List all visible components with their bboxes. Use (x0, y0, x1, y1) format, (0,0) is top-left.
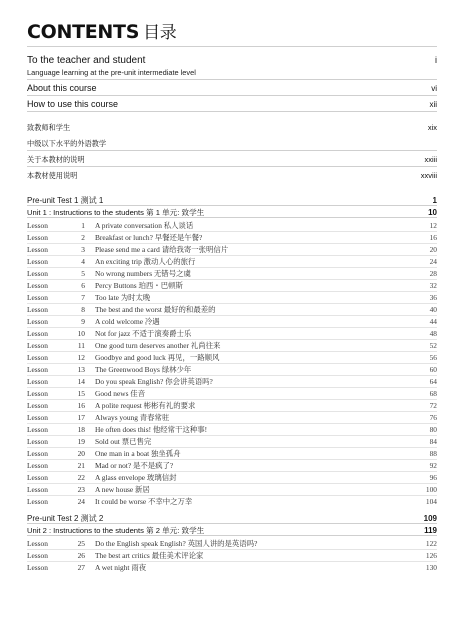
lesson-row[interactable] (27, 538, 437, 549)
lesson-row[interactable] (27, 484, 437, 495)
lesson-row[interactable] (27, 460, 437, 471)
toc-entry-cn-about-course[interactable] (27, 155, 437, 165)
lesson-page: 12 (429, 221, 437, 230)
lesson-page: 126 (425, 551, 437, 560)
lesson-row[interactable] (27, 400, 437, 411)
lesson-title: Breakfast or lunch? 早餐还是午餐? (95, 233, 203, 242)
lesson-page: 88 (429, 449, 437, 458)
lesson-page: 68 (429, 389, 437, 398)
lesson-title: He often does this! 他经常干这种事! (95, 425, 208, 434)
lesson-label: Lesson (27, 305, 48, 314)
lesson-number: 11 (77, 341, 85, 350)
lesson-row[interactable] (27, 496, 437, 507)
lesson-title: It could be worse 不幸中之万幸 (95, 497, 193, 506)
lesson-number: 14 (77, 377, 85, 386)
toc-entry-label: Unit 1 : Instructions to the students 第 1 单元: 致学生 (27, 208, 205, 217)
lesson-label: Lesson (27, 389, 48, 398)
toc-entry-label: 中级以下水平的外语教学 (27, 139, 107, 148)
lesson-number: 4 (81, 257, 85, 266)
lesson-title: One good turn deserves another 礼尚往来 (95, 341, 221, 350)
lesson-row[interactable] (27, 304, 437, 315)
toc-entry-about-course[interactable] (27, 83, 437, 93)
lesson-row[interactable] (27, 472, 437, 483)
lesson-title: Always young 青春常驻 (95, 413, 170, 422)
lesson-title: A cold welcome 冷遇 (95, 317, 160, 326)
toc-entry-label: To the teacher and student (27, 55, 146, 66)
lesson-page: 80 (429, 425, 437, 434)
lesson-title: Mad or not? 是不是疯了? (95, 461, 174, 470)
toc-entry-label: Pre-unit Test 2 测试 2 (27, 514, 104, 523)
toc-entry-page: xix (427, 123, 437, 132)
lesson-label: Lesson (27, 329, 48, 338)
lesson-label: Lesson (27, 437, 48, 446)
toc-entry-cn-teacher-student[interactable] (27, 123, 437, 133)
lesson-page: 64 (429, 377, 437, 386)
lesson-number: 16 (77, 401, 85, 410)
lesson-label: Lesson (27, 221, 48, 230)
lesson-number: 20 (77, 449, 85, 458)
lesson-title: A polite request 彬彬有礼的要求 (95, 401, 196, 410)
toc-entry-page: vi (431, 84, 437, 93)
lesson-label: Lesson (27, 401, 48, 410)
divider (27, 166, 437, 167)
lesson-label: Lesson (27, 539, 48, 548)
lesson-page: 96 (429, 473, 437, 482)
toc-entry-page: 119 (424, 526, 437, 535)
lesson-label: Lesson (27, 413, 48, 422)
lesson-row[interactable] (27, 232, 437, 243)
lesson-title: A glass envelope 玻璃信封 (95, 473, 177, 482)
lesson-number: 2 (81, 233, 85, 242)
lesson-label: Lesson (27, 245, 48, 254)
lesson-label: Lesson (27, 281, 48, 290)
divider (27, 523, 437, 524)
lesson-label: Lesson (27, 317, 48, 326)
divider (27, 205, 437, 206)
toc-entry-label: How to use this course (27, 99, 119, 109)
lesson-label: Lesson (27, 257, 48, 266)
toc-entry-page: 109 (423, 514, 437, 523)
lesson-label: Lesson (27, 233, 48, 242)
lesson-page: 100 (425, 485, 437, 494)
toc-entry-label: About this course (27, 83, 97, 93)
lesson-row[interactable] (27, 340, 437, 351)
lesson-number: 26 (77, 551, 85, 560)
lesson-number: 10 (77, 329, 85, 338)
toc-entry-page: 1 (432, 196, 437, 205)
lesson-row[interactable] (27, 280, 437, 291)
toc-entry-label: 关于本教材的说明 (27, 155, 85, 164)
lesson-page: 76 (429, 413, 437, 422)
divider (27, 535, 437, 536)
lesson-number: 23 (77, 485, 85, 494)
lesson-row[interactable] (27, 328, 437, 339)
lesson-title: A new house 新居 (95, 485, 150, 494)
lesson-label: Lesson (27, 551, 48, 560)
lesson-label: Lesson (27, 563, 48, 572)
lesson-number: 3 (81, 245, 85, 254)
lesson-title: Not for jazz 不适于演奏爵士乐 (95, 329, 192, 338)
lesson-title: The best art critics 最佳美术评论家 (95, 551, 204, 560)
lesson-label: Lesson (27, 485, 48, 494)
toc-entry-page: xxiii (424, 155, 437, 164)
lesson-title: The Greenwood Boys 绿林少年 (95, 365, 192, 374)
lesson-title: Good news 佳音 (95, 389, 146, 398)
divider (27, 217, 437, 218)
lesson-title: A wet night 雨夜 (95, 563, 147, 572)
toc-entry-how-to-use[interactable] (27, 99, 437, 109)
lesson-row[interactable] (27, 292, 437, 303)
lesson-page: 60 (429, 365, 437, 374)
lesson-page: 40 (429, 305, 437, 314)
lesson-label: Lesson (27, 365, 48, 374)
toc-entry-cn-language-learning[interactable] (27, 139, 437, 149)
lesson-title: Do you speak English? 你会讲英语吗? (95, 377, 213, 386)
lesson-title: No wrong numbers 无错号之虞 (95, 269, 191, 278)
lesson-page: 32 (429, 281, 437, 290)
lesson-number: 12 (77, 353, 85, 362)
lesson-title: Percy Buttons 珀西・巴顿斯 (95, 281, 183, 290)
lesson-number: 7 (81, 293, 85, 302)
toc-entry-label: Pre-unit Test 1 测试 1 (27, 196, 104, 205)
lesson-number: 25 (77, 539, 85, 548)
lesson-title: Please send me a card 请给我寄一张明信片 (95, 245, 229, 254)
lesson-number: 22 (77, 473, 85, 482)
lesson-label: Lesson (27, 449, 48, 458)
lesson-label: Lesson (27, 353, 48, 362)
divider (27, 111, 437, 112)
lesson-row[interactable] (27, 220, 437, 231)
lesson-number: 21 (77, 461, 85, 470)
lesson-label: Lesson (27, 497, 48, 506)
lesson-row[interactable] (27, 562, 437, 573)
lesson-title: Do the English speak English? 英国人讲的是英语吗? (95, 539, 258, 548)
lesson-row[interactable] (27, 436, 437, 447)
lesson-page: 72 (429, 401, 437, 410)
toc-entry-language-learning[interactable] (27, 68, 437, 77)
toc-entry-page: 10 (428, 208, 437, 217)
divider (27, 150, 437, 151)
lesson-row[interactable] (27, 268, 437, 279)
lesson-page: 28 (429, 269, 437, 278)
lesson-title: Goodbye and good luck 再见，一路顺风 (95, 353, 220, 362)
toc-entry-cn-how-to-use[interactable] (27, 171, 437, 181)
lesson-number: 17 (77, 413, 85, 422)
toc-entry-page: xii (429, 100, 437, 109)
lesson-page: 16 (429, 233, 437, 242)
lesson-title: Sold out 票已售完 (95, 437, 152, 446)
lesson-label: Lesson (27, 473, 48, 482)
lesson-page: 84 (429, 437, 437, 446)
lesson-number: 8 (81, 305, 85, 314)
lesson-row[interactable] (27, 364, 437, 375)
lesson-row[interactable] (27, 376, 437, 387)
title-divider (27, 46, 437, 47)
lesson-title: Too late 为时太晚 (95, 293, 151, 302)
lesson-number: 27 (77, 563, 85, 572)
lesson-number: 9 (81, 317, 85, 326)
lesson-row[interactable] (27, 256, 437, 267)
lesson-page: 24 (429, 257, 437, 266)
lesson-page: 20 (429, 245, 437, 254)
toc-entry-page: xxviii (420, 171, 437, 180)
lesson-page: 52 (429, 341, 437, 350)
lesson-row[interactable] (27, 448, 437, 459)
lesson-title: An exciting trip 激动人心的旅行 (95, 257, 196, 266)
divider (27, 79, 437, 80)
divider (27, 95, 437, 96)
lesson-title: A private conversation 私人谈话 (95, 221, 194, 230)
lesson-page: 44 (429, 317, 437, 326)
lesson-label: Lesson (27, 425, 48, 434)
lesson-number: 18 (77, 425, 85, 434)
lesson-number: 15 (77, 389, 85, 398)
lesson-page: 48 (429, 329, 437, 338)
lesson-page: 92 (429, 461, 437, 470)
lesson-row[interactable] (27, 352, 437, 363)
lesson-number: 6 (81, 281, 85, 290)
lesson-title: One man in a boat 独坐孤舟 (95, 449, 181, 458)
title-chinese: 目录 (143, 23, 177, 43)
lesson-row[interactable] (27, 316, 437, 327)
toc-entry-page: i (435, 55, 437, 65)
lesson-row[interactable] (27, 550, 437, 561)
lesson-number: 19 (77, 437, 85, 446)
lesson-title: The best and the worst 最好的和最差的 (95, 305, 216, 314)
toc-entry-label: 致教师和学生 (27, 123, 71, 132)
lesson-number: 13 (77, 365, 85, 374)
lesson-row[interactable] (27, 244, 437, 255)
lesson-number: 1 (81, 221, 85, 230)
lesson-label: Lesson (27, 341, 48, 350)
lesson-label: Lesson (27, 269, 48, 278)
toc-entry-teacher-student[interactable] (27, 55, 437, 66)
lesson-number: 5 (81, 269, 85, 278)
lesson-row[interactable] (27, 412, 437, 423)
lesson-row[interactable] (27, 424, 437, 435)
page-title (27, 18, 177, 43)
lesson-page: 130 (425, 563, 437, 572)
toc-entry-label: Language learning at the pre-unit intermediate level (27, 68, 196, 77)
lesson-number: 24 (77, 497, 85, 506)
lesson-page: 56 (429, 353, 437, 362)
lesson-page: 104 (425, 497, 437, 506)
lesson-page: 36 (429, 293, 437, 302)
lesson-label: Lesson (27, 377, 48, 386)
lesson-label: Lesson (27, 461, 48, 470)
lesson-row[interactable] (27, 388, 437, 399)
lesson-label: Lesson (27, 293, 48, 302)
lesson-page: 122 (425, 539, 437, 548)
toc-entry-label: Unit 2 : Instructions to the students 第 2 单元: 致学生 (27, 526, 205, 535)
title-english: CONTENTS (27, 21, 140, 43)
toc-entry-label: 本教材使用说明 (27, 171, 78, 180)
